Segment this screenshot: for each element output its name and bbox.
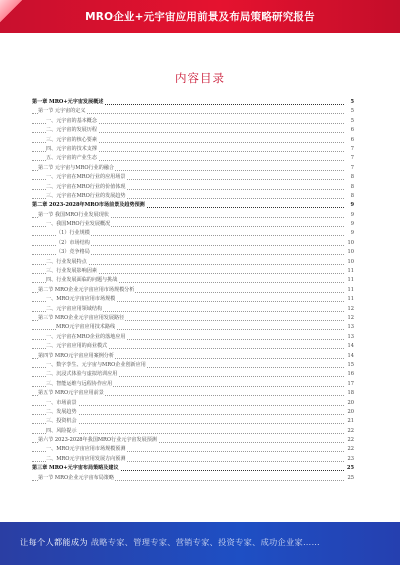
toc-leader-dots [32, 405, 344, 406]
toc-entry-label: 第三节 MRO企业元宇宙应用发展路径 [38, 314, 125, 321]
toc-entry-page: 8 [350, 183, 354, 192]
toc-entry-label: 第一章 MRO+元宇宙发展概述 [32, 99, 104, 105]
toc-entry-page: 5 [350, 107, 354, 116]
toc-entry-label: 第六节 2023-2028年我国MRO行业元宇宙发展预测 [38, 437, 157, 444]
toc-entry-page: 12 [347, 305, 354, 314]
toc-entry-page: 7 [350, 164, 354, 173]
toc-entry[interactable] [32, 276, 354, 285]
toc-entry-page: 10 [347, 239, 354, 248]
toc-entry-label: 四、风险提示 [46, 427, 77, 434]
toc-entry[interactable] [32, 333, 354, 342]
toc-entry-page: 11 [347, 267, 354, 276]
toc-entry-page: 8 [350, 173, 354, 182]
toc-entry[interactable] [32, 389, 354, 398]
footer-bar [0, 522, 400, 565]
toc-entry-label: MRO元宇宙应用技术路线 [56, 324, 116, 331]
toc-entry-page: 13 [347, 333, 354, 342]
toc-leader-dots [32, 423, 344, 424]
toc-entry-page: 12 [347, 314, 354, 323]
toc-entry[interactable] [32, 220, 354, 229]
toc-entry-label: 第三章 MRO+元宇宙布局策略及建议 [32, 465, 119, 472]
toc-entry-page: 21 [347, 417, 354, 426]
toc-entry-label: 三、行业发展影响因素 [46, 268, 97, 275]
toc-entry-label: 二、沉浸式体验与虚拟培训应用 [46, 371, 118, 378]
toc-entry[interactable] [32, 427, 354, 436]
toc-entry-label: 二、元宇宙应用领域结构 [46, 305, 103, 312]
footer-slogan [20, 537, 320, 548]
toc-entry[interactable] [32, 445, 354, 454]
toc-entry-label: 二、行业发展特点 [46, 258, 87, 265]
toc-entry-page: 17 [347, 380, 354, 389]
toc-entry-label: 一、数字孪生、元宇宙与MRO企业创新应用 [46, 361, 146, 368]
toc-entry[interactable] [32, 399, 354, 408]
toc-entry-label: 第二节 元宇宙与MRO行业的融合 [38, 164, 114, 171]
toc-entry[interactable] [32, 164, 354, 173]
toc-entry-label: 一、MRO元宇宙应用市场规模预测 [46, 446, 126, 453]
toc-entry[interactable] [32, 474, 354, 483]
toc-entry-page: 18 [347, 389, 354, 398]
toc-entry-page: 16 [347, 370, 354, 379]
toc-entry[interactable] [32, 145, 354, 154]
toc-entry-label: 五、元宇宙的产业生态 [46, 155, 97, 162]
toc-entry[interactable] [32, 201, 354, 210]
toc-entry-page: 9 [350, 211, 354, 220]
toc-entry-label: （3）竞争格局 [56, 249, 90, 256]
toc-entry-label: （2）市场结构 [56, 239, 90, 246]
toc-entry-page: 13 [347, 323, 354, 332]
toc-entry[interactable] [32, 305, 354, 314]
toc-entry[interactable] [32, 183, 354, 192]
toc-entry-label: 四、行业发展面临的问题与挑战 [46, 277, 118, 284]
toc-entry[interactable] [32, 267, 354, 276]
toc-entry-label: 一、我国MRO行业发展概况 [46, 221, 111, 228]
toc-entry[interactable] [32, 455, 354, 464]
report-title: MRO企业+元宇宙应用前景及布局策略研究报告 [85, 11, 315, 23]
toc-entry[interactable] [32, 229, 354, 238]
toc-entry[interactable] [32, 436, 354, 445]
toc-entry[interactable] [32, 248, 354, 257]
toc-entry-label: （1）行业规模 [56, 230, 90, 237]
toc-entry[interactable] [32, 117, 354, 126]
toc-heading: 内容目录 [175, 71, 225, 85]
toc-entry-label: 三、元宇宙在MRO行业的发展趋势 [46, 192, 126, 199]
toc-entry-page: 6 [350, 136, 354, 145]
toc-entry-page: 10 [347, 258, 354, 267]
toc-entry[interactable] [32, 370, 354, 379]
toc-entry-page: 10 [347, 248, 354, 257]
toc-entry-label: 第五节 MRO元宇宙应用前景 [38, 390, 104, 397]
toc-entry-label: 四、元宇宙的技术支撑 [46, 145, 97, 152]
toc-entry[interactable] [32, 98, 354, 107]
toc-entry-label: 三、投资机会 [46, 418, 77, 425]
toc-entry[interactable] [32, 258, 354, 267]
toc-entry[interactable] [32, 380, 354, 389]
toc-entry-label: 二、发展趋势 [46, 408, 77, 415]
toc-entry-label: 三、元宇宙的核心要素 [46, 136, 97, 143]
toc-entry[interactable] [32, 361, 354, 370]
toc-entry-label: 一、元宇宙在MRO行业的应用场景 [46, 174, 126, 181]
toc-entry[interactable] [32, 286, 354, 295]
toc-entry[interactable] [32, 295, 354, 304]
toc-entry[interactable] [32, 408, 354, 417]
toc-entry-page: 22 [347, 427, 354, 436]
toc-entry[interactable] [32, 107, 354, 116]
toc-entry-page: 20 [347, 399, 354, 408]
toc-entry-page: 7 [350, 154, 354, 163]
toc-entry-label: 第一节 MRO企业元宇宙布局策略 [38, 474, 114, 481]
toc-entry-label: 二、元宇宙的发展历程 [46, 127, 97, 134]
toc-leader-dots [32, 433, 344, 434]
toc-entry-label: 第二节 MRO企业元宇宙应用市场规模分析 [38, 286, 135, 293]
toc-entry-page: 14 [347, 342, 354, 351]
toc-entry-label: 第二章 2023-2028年MRO市场前景及趋势预测 [32, 202, 145, 209]
toc-entry[interactable] [32, 323, 354, 332]
toc-entry[interactable] [32, 464, 354, 473]
toc-entry-page: 20 [347, 408, 354, 417]
toc-entry-page: 23 [347, 455, 354, 464]
toc-entry-page: 11 [347, 286, 354, 295]
toc-entry-label: 第一节 我国MRO行业发展现状 [38, 211, 109, 218]
toc-entry[interactable] [32, 136, 354, 145]
toc-entry[interactable] [32, 417, 354, 426]
toc-entry-page: 11 [347, 295, 354, 304]
toc-entry-page: 25 [347, 474, 354, 483]
header-bar [0, 0, 400, 33]
toc-entry-label: 第四节 MRO元宇宙应用案例分析 [38, 352, 114, 359]
toc-entry-page: 6 [350, 126, 354, 135]
toc-entry-page: 22 [347, 436, 354, 445]
toc-entry-page: 11 [347, 276, 354, 285]
toc-entry[interactable] [32, 342, 354, 351]
toc-entry[interactable] [32, 211, 354, 220]
toc-entry-label: 一、元宇宙的基本概念 [46, 117, 97, 124]
toc-entry-page: 9 [350, 229, 354, 238]
toc-entry-label: 二、元宇宙在MRO行业的价值体现 [46, 183, 126, 190]
toc-entry-page: 14 [347, 352, 354, 361]
toc-entry-page: 22 [347, 445, 354, 454]
toc-entry[interactable] [32, 154, 354, 163]
toc-entry[interactable] [32, 192, 354, 201]
toc-entry-label: 一、市场前景 [46, 399, 77, 406]
toc-entry-label: 一、MRO元宇宙应用市场规模 [46, 296, 116, 303]
toc-entry-label: 第一节 元宇宙的定义 [38, 108, 86, 115]
toc-entry-page: 7 [350, 145, 354, 154]
toc-entry-label: 一、元宇宙在MRO企业的落地应用 [46, 333, 126, 340]
toc-entry[interactable] [32, 173, 354, 182]
toc-entry[interactable] [32, 126, 354, 135]
toc-entry-page: 25 [346, 464, 354, 473]
toc-entry[interactable] [32, 314, 354, 323]
toc-entry-page: 9 [349, 201, 354, 210]
toc-leader-dots [32, 414, 344, 415]
toc-entry-page: 9 [350, 220, 354, 229]
toc-entry-page: 15 [347, 361, 354, 370]
toc-entry-label: 二、MRO元宇宙应用发展方向预测 [46, 455, 126, 462]
footer-slogan-rest: 战略专家、管理专家、营销专家、投资专家、成功企业家…… [90, 537, 320, 547]
toc-entry-label: 三、智能运维与远程协作应用 [46, 380, 113, 387]
toc-entry-page: 5 [349, 98, 354, 107]
toc-entry-page: 8 [350, 192, 354, 201]
toc-entry-label: 二、元宇宙应用的商业模式 [46, 343, 108, 350]
footer-slogan-main: 让每个人都能成为 [20, 537, 88, 547]
toc-entry-page: 5 [350, 117, 354, 126]
toc-entry[interactable] [32, 239, 354, 248]
toc-entry[interactable] [32, 352, 354, 361]
table-of-contents [32, 98, 354, 483]
